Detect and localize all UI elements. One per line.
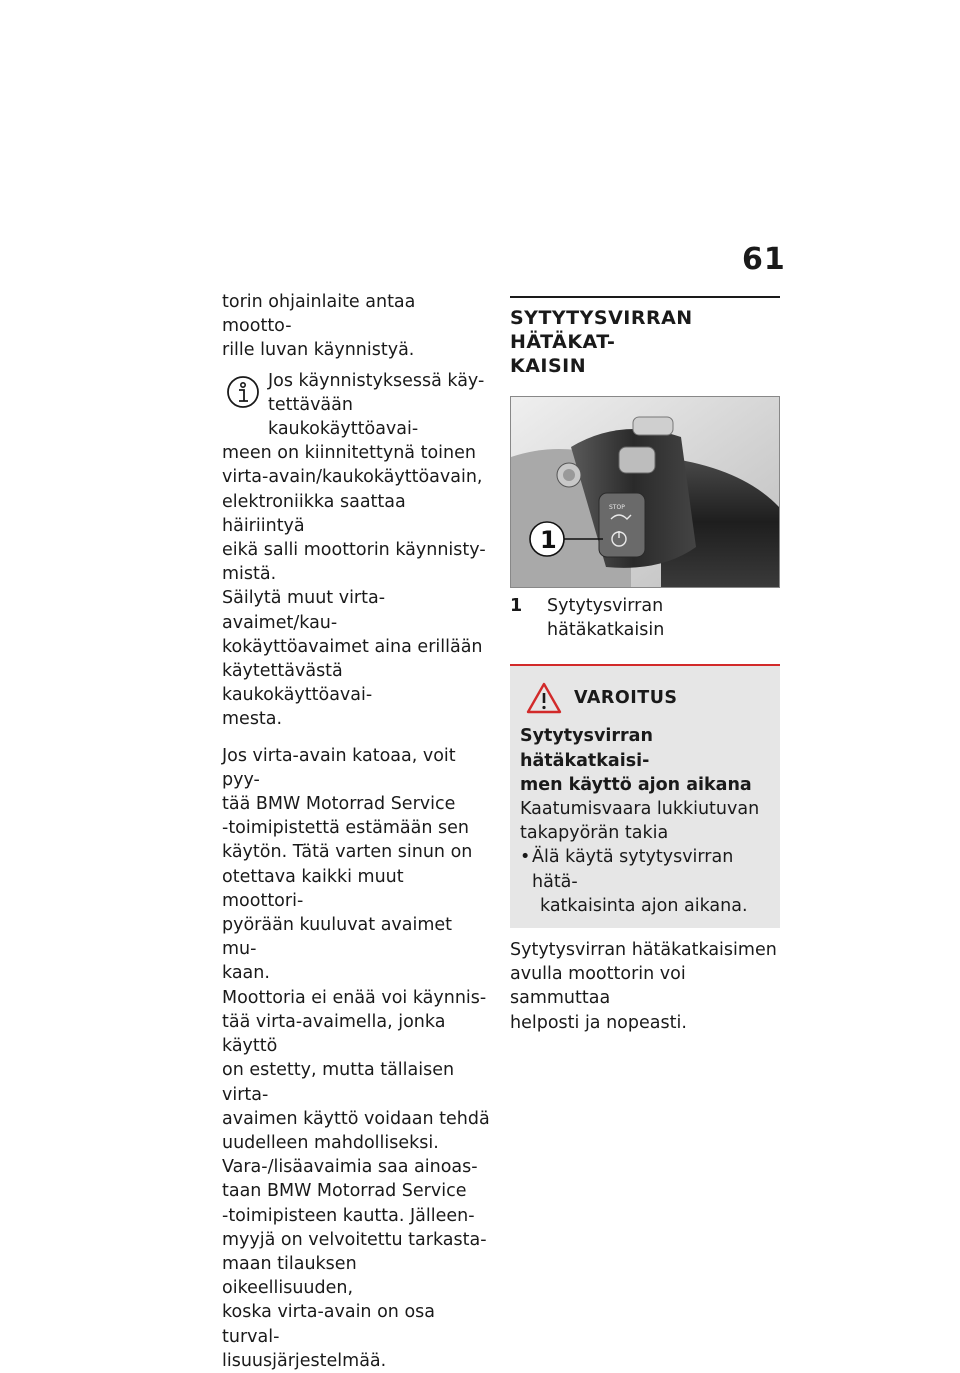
section-title: [510, 306, 780, 378]
text-line: taan BMW Motorrad Service: [222, 1181, 467, 1202]
paragraph-spare-keys: [222, 1155, 490, 1373]
callout-number: 1: [540, 526, 557, 554]
paragraph-lost-key: [222, 744, 490, 986]
text-line: on estetty, mutta tällaisen virta-: [222, 1060, 455, 1105]
text-line: avaimen käyttö voidaan tehdä: [222, 1108, 490, 1129]
text-line: takapyörän takia: [520, 823, 669, 844]
text-line: torin ohjainlaite antaa mootto-: [222, 292, 416, 337]
text-line: Vara-/lisäavaimia saa ainoas-: [222, 1157, 478, 1178]
text-line: elektroniikka saattaa häiriintyä: [222, 491, 406, 536]
text-line: Älä käytä sytytysvirran hätä-: [532, 847, 734, 892]
text-line: Jos virta-avain katoaa, voit pyy-: [222, 745, 456, 790]
text-line: lisuusjärjestelmää.: [222, 1350, 387, 1371]
stop-label: STOP: [609, 504, 625, 511]
text-line: mistä.: [222, 564, 277, 585]
text-line: mesta.: [222, 709, 283, 730]
text-line: helposti ja nopeasti.: [510, 1012, 687, 1033]
text-line: käytettävästä kaukokäyttöavai-: [222, 661, 373, 706]
warning-title: [520, 724, 770, 797]
text-line: katkaisinta ajon aikana.: [540, 895, 748, 916]
text-line: Jos käynnistyksessä käy-: [268, 370, 485, 391]
section-rule: [510, 296, 780, 298]
caption-number: 1: [510, 596, 523, 616]
text-line: koska virta-avain on osa turval-: [222, 1302, 435, 1347]
bullet-icon: •: [520, 847, 531, 868]
info-icon: [226, 375, 260, 409]
text-line: Sytytysvirran hätäkatkaisi-: [520, 726, 653, 771]
text-line: meen on kiinnitettynä toinen: [222, 443, 476, 464]
text-line: otettava kaikki muut moottori-: [222, 866, 404, 911]
kill-switch-figure: [510, 396, 780, 588]
text-line: eikä salli moottorin käynnisty-: [222, 540, 486, 561]
text-line: kaan.: [222, 963, 270, 984]
title-line: KAISIN: [510, 355, 587, 377]
warning-triangle-icon: [526, 682, 562, 714]
text-line: virta-avain/kaukokäyttöavain,: [222, 467, 483, 488]
text-line: Sytytysvirran hätäkatkaisimen: [510, 940, 777, 961]
text-line: tettävään kaukokäyttöavai-: [268, 394, 419, 440]
text-line: Säilytä muut virta-avaimet/kau-: [222, 588, 386, 633]
paragraph-intro: [222, 290, 490, 363]
paragraph-blocked-key: [222, 986, 490, 1155]
warning-bullet: [520, 845, 770, 918]
text-line: men käyttö ajon aikana: [520, 774, 752, 795]
text-line: rille luvan käynnistyä.: [222, 340, 415, 361]
text-line: käytön. Tätä varten sinun on: [222, 842, 473, 863]
figure-caption: [510, 594, 780, 642]
text-line: avulla moottorin voi sammuttaa: [510, 964, 686, 1009]
title-line: SYTYTYSVIRRAN HÄTÄKAT-: [510, 307, 693, 353]
warning-body: [520, 797, 770, 845]
text-line: -toimipisteen kautta. Jälleen-: [222, 1205, 475, 1226]
text-line: tää BMW Motorrad Service: [222, 794, 456, 815]
handlebar-switch-illustration: [511, 397, 779, 587]
page-number: 61: [742, 242, 786, 277]
text-line: kokäyttöavaimet aina erillään: [222, 636, 483, 657]
caption-text: Sytytysvirran hätäkatkaisin: [547, 596, 665, 641]
text-line: uudelleen mahdolliseksi.: [222, 1132, 439, 1153]
left-column: [222, 290, 490, 1373]
text-line: myyjä on velvoitettu tarkasta-: [222, 1229, 487, 1250]
warning-label: VAROITUS: [574, 688, 678, 709]
paragraph-kill-switch: [510, 938, 780, 1035]
text-line: tää virta-avaimella, jonka käyttö: [222, 1011, 446, 1057]
text-line: pyörään kuuluvat avaimet mu-: [222, 915, 453, 960]
text-line: Kaatumisvaara lukkiutuvan: [520, 799, 760, 820]
warning-box: [510, 664, 780, 928]
right-column: [510, 296, 780, 1035]
text-line: -toimipistettä estämään sen: [222, 818, 469, 839]
text-line: Moottoria ei enää voi käynnis-: [222, 987, 487, 1008]
info-note: [222, 369, 490, 732]
text-line: maan tilauksen oikeellisuuden,: [222, 1253, 357, 1299]
